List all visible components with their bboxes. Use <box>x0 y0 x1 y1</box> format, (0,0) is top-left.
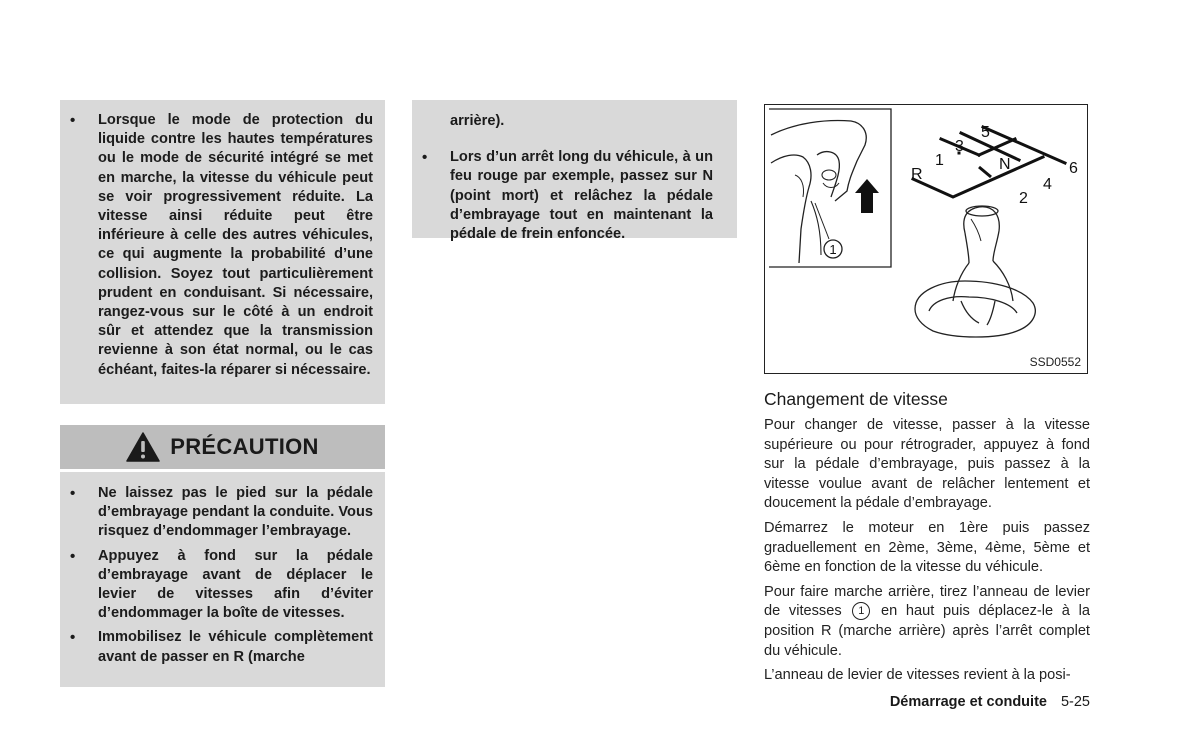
paragraph: L’anneau de levier de vitesses revient à la posi- <box>764 667 1071 684</box>
warning-list <box>60 100 385 380</box>
gear-label-n: N <box>999 156 1011 173</box>
figure-code: SSD0552 <box>1029 355 1081 369</box>
warning-box <box>60 100 385 404</box>
gear-label-2: 2 <box>1019 190 1028 207</box>
page-footer <box>890 694 1090 710</box>
gear-label-4: 4 <box>1043 176 1052 193</box>
caution-title: PRÉCAUTION <box>170 434 319 459</box>
page-number: 5-25 <box>1060 694 1090 710</box>
paragraph <box>764 583 1090 661</box>
paragraph-text: Pour faire marche arrière, tirez l’anneau de levier de vitesses <box>764 583 1090 620</box>
caution-continuation-box <box>412 100 737 243</box>
paragraph: Pour changer de vitesse, passer à la vitesse supérieure ou pour rétrograder, appuyez à fond sur la pédale d’embrayage, puis passez à la vitesse voulue avant de relâcher lentement et doucement la pédale d’embrayage. <box>764 417 1090 512</box>
paragraph: Démarrez le moteur en 1ère puis passez graduellement en 2ème, 3ème, 4ème, 5ème et 6ème en fonction de la vitesse du véhicule. <box>764 519 1090 576</box>
gear-shift-figure <box>764 104 1088 374</box>
section-title: Changement de vitesse <box>764 389 948 409</box>
caution-item: • Lors d’un arrêt long du véhicule, à un feu rouge par exemple, passez sur N (point mort) et relâchez la pédale d’embrayage tout en maintenant la pédale de frein enfoncée. <box>412 148 713 244</box>
warning-triangle-icon <box>126 432 160 462</box>
caution-item: • Immobilisez le véhicule complètement avant de passer en R (marche <box>60 628 373 666</box>
caution-item: • Appuyez à fond sur la pédale d’embrayage avant de déplacer le levier de vitesses afin d’éviter d’endommager la boîte de vitesses. <box>60 547 373 624</box>
warning-item: • Lorsque le mode de protection du liquide contre les hautes températures ou le mode de sécurité intégré se met en marche, la vitesse du véhicule peut se voir progressivement réduite. La vitesse ainsi réduite peut être inférieure à celle des autres véhicules, ce qui augmente la probabilité d’une collision. Soyez tout particulièrement prudent en conduisant. Si nécessaire, rangez-vous sur le côté à un endroit sûr et attendez que la transmission revienne à son état normal, ou le cas échéant, faites-la réparer si nécessaire. <box>60 111 373 380</box>
caution-list-continued <box>412 136 725 244</box>
caution-body <box>60 472 385 687</box>
gear-label-1: 1 <box>935 152 944 169</box>
gear-label-3: 3 <box>955 138 964 155</box>
gear-label-r: R <box>911 166 923 183</box>
caution-header <box>60 425 385 469</box>
figure-callout-label: 1 <box>829 242 837 257</box>
paragraph-text: en haut puis déplacez-le à la position R (marche arrière) après l’arrêt complet du véhicule. <box>764 603 1090 659</box>
caution-list <box>60 472 385 667</box>
footer-section: Démarrage et conduite <box>889 694 1047 710</box>
caution-continuation-text: arrière). <box>450 113 505 129</box>
callout-number-icon: 1 <box>852 602 870 620</box>
caution-item: • Ne laissez pas le pied sur la pédale d’embrayage pendant la conduite. Vous risquez d’endommager l’embrayage. <box>60 484 373 542</box>
gear-label-5: 5 <box>981 124 990 141</box>
right-column <box>764 389 1090 691</box>
gear-label-6: 6 <box>1069 160 1078 177</box>
gear-shift-illustration <box>765 105 1086 372</box>
